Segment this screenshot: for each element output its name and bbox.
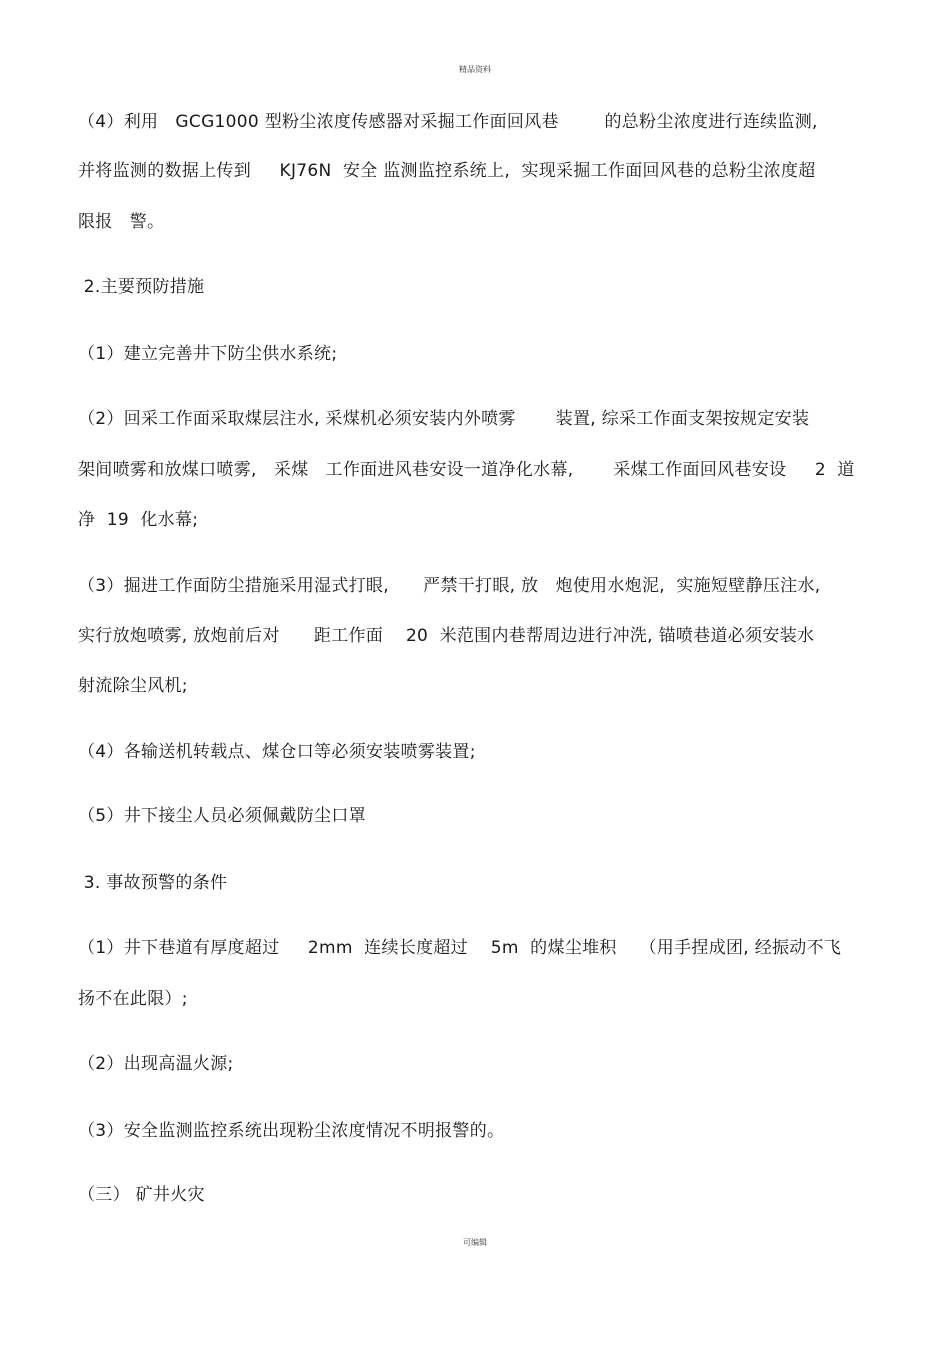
- text-line: （4）各输送机转载点、煤仓口等必须安装喷雾装置;: [78, 742, 476, 762]
- text-line: （2）出现高温火源;: [78, 1054, 234, 1074]
- text-line: 架间喷雾和放煤口喷雾, 采煤 工作面进风巷安设一道净化水幕, 采煤工作面回风巷安设 2 道: [78, 460, 855, 480]
- text-line: 射流除尘风机;: [78, 676, 188, 696]
- text-line: （3）安全监测监控系统出现粉尘浓度情况不明报警的。: [78, 1121, 505, 1141]
- text-line: 扬不在此限）;: [78, 989, 188, 1009]
- section-heading: （三） 矿井火灾: [78, 1185, 205, 1205]
- section-heading: 3. 事故预警的条件: [78, 873, 228, 893]
- text-line: 净 19 化水幕;: [78, 510, 199, 530]
- text-line: （4）利用 GCG1000 型粉尘浓度传感器对采掘工作面回风巷 的总粉尘浓度进行连续监测,: [78, 112, 818, 132]
- footer-note: 可编辑: [463, 1238, 487, 1247]
- text-line: （3）掘进工作面防尘措施采用湿式打眼, 严禁干打眼, 放 炮使用水炮泥, 实施短壁静压注水,: [78, 576, 821, 596]
- text-line: 限报 警。: [78, 212, 165, 232]
- text-line: （2）回采工作面采取煤层注水, 采煤机必须安装内外喷雾 装置, 综采工作面支架按规定安装: [78, 409, 810, 429]
- text-line: 实行放炮喷雾, 放炮前后对 距工作面 20 米范围内巷帮周边进行冲洗, 锚喷巷道必须安装水: [78, 626, 815, 646]
- header-note: 精品资料: [459, 65, 491, 74]
- text-line: 并将监测的数据上传到 KJ76N 安全 监测监控系统上, 实现采掘工作面回风巷的总粉尘浓度超: [78, 161, 816, 181]
- text-line: （1）建立完善井下防尘供水系统;: [78, 344, 338, 364]
- section-heading: 2.主要预防措施: [78, 277, 205, 297]
- text-line: （1）井下巷道有厚度超过 2mm 连续长度超过 5m 的煤尘堆积 （用手捏成团, 经振动不飞: [78, 938, 842, 958]
- text-line: （5）井下接尘人员必须佩戴防尘口罩: [78, 806, 366, 826]
